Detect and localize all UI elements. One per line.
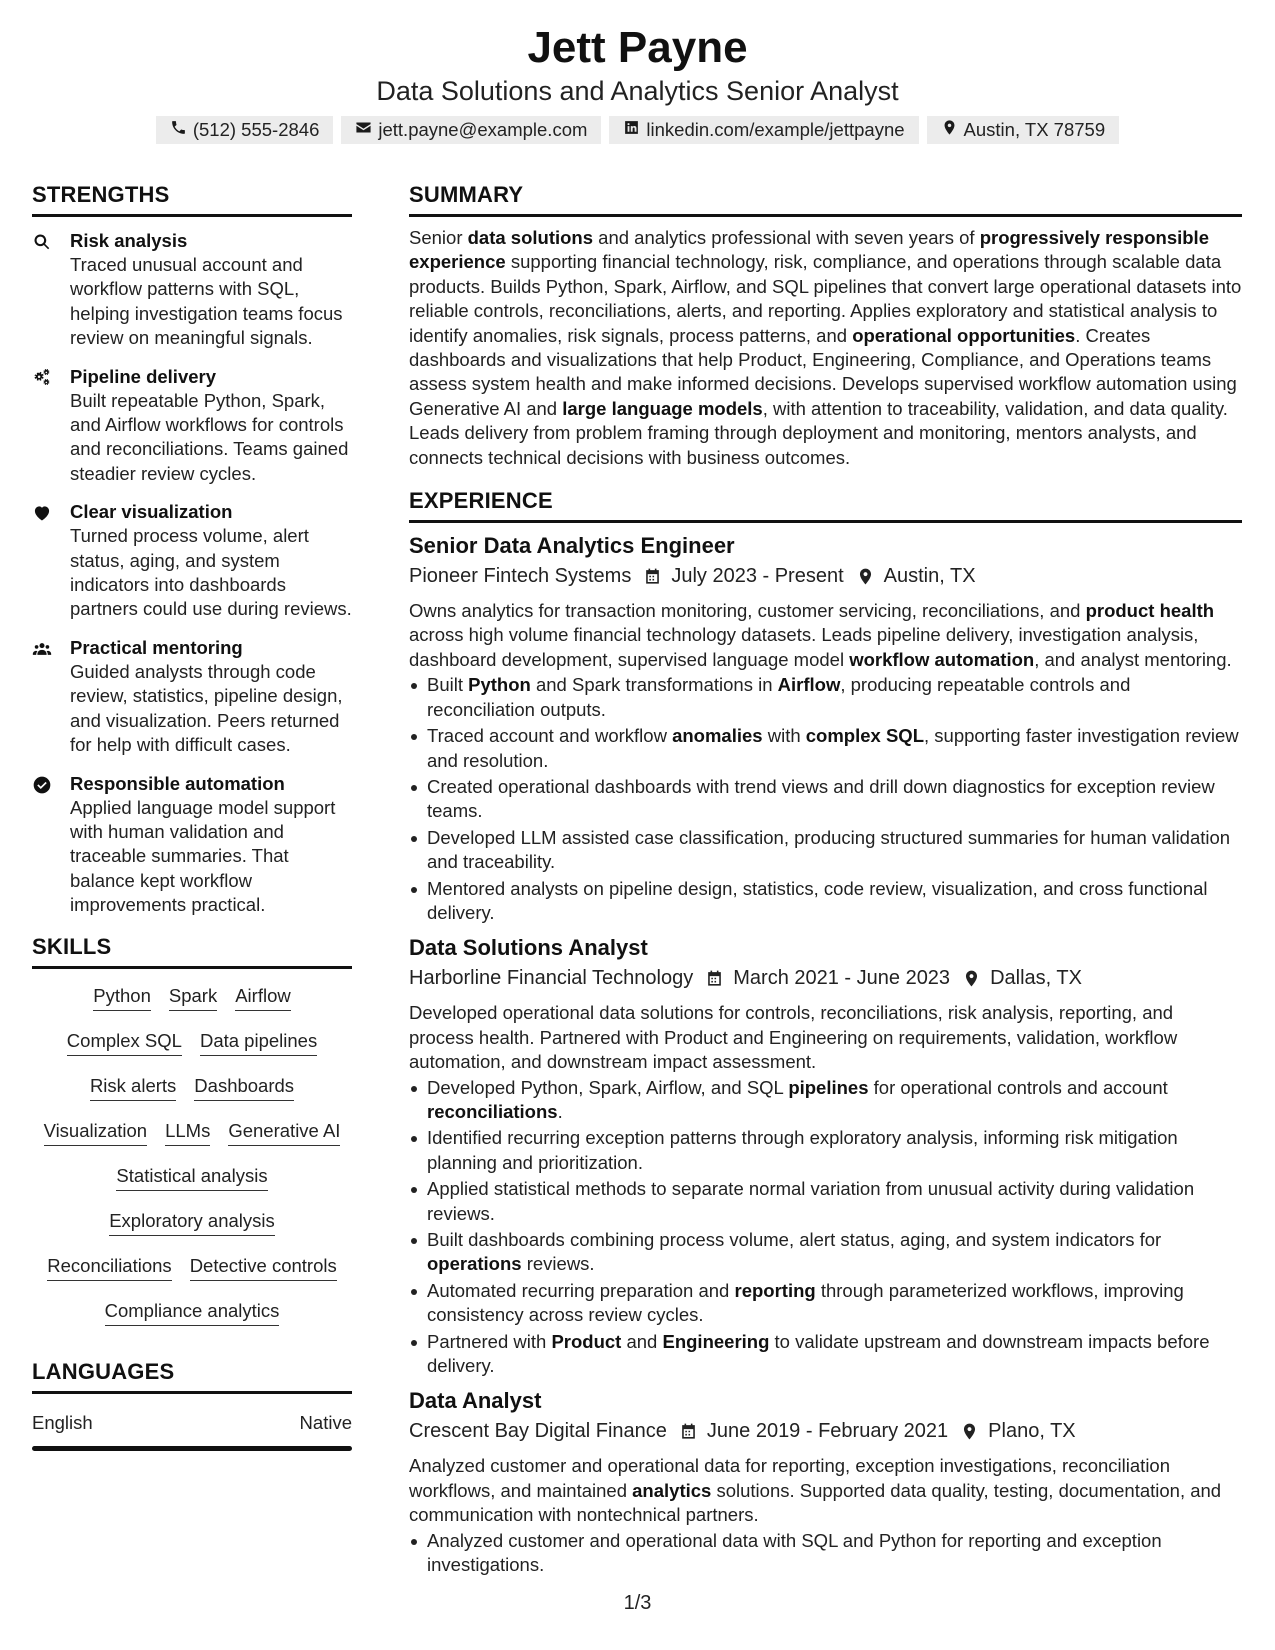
phone-text: (512) 555-2846 xyxy=(192,119,320,140)
emphasis-text: analytics xyxy=(632,1479,712,1501)
strengths-list xyxy=(32,229,352,918)
strength-item xyxy=(32,772,352,918)
job-location: Dallas, TX xyxy=(990,967,1082,990)
job-dates: June 2019 - February 2021 xyxy=(706,1420,949,1443)
candidate-name: Jett Payne xyxy=(527,23,748,72)
job-bullets xyxy=(409,1529,1242,1578)
emphasis-text: data solutions xyxy=(467,227,594,248)
strength-item xyxy=(32,500,352,622)
contact-location xyxy=(927,116,1120,144)
job-title: Data Solutions Analyst xyxy=(409,935,648,961)
users-icon xyxy=(32,636,70,758)
emphasis-text: product health xyxy=(1085,600,1215,622)
linkedin-icon xyxy=(623,119,640,141)
skill-tag: Spark xyxy=(169,983,217,1011)
candidate-title: Data Solutions and Analytics Senior Analyst xyxy=(376,76,899,106)
section-heading-languages: LANGUAGES xyxy=(32,1357,352,1394)
bullet-item: Created operational dashboards with trend views and drill down diagnostics for exception review teams. xyxy=(409,775,1242,824)
job-entry xyxy=(409,933,1242,1378)
strength-description: Guided analysts through code review, statistics, pipeline design, and visualization. Peers returned for help with difficult cases. xyxy=(70,660,343,756)
bullet-item: Built dashboards combining process volume, alert status, aging, and system indicators for operations reviews. xyxy=(409,1228,1242,1277)
skill-tag: Exploratory analysis xyxy=(109,1208,275,1236)
strength-title: Pipeline delivery xyxy=(70,365,217,387)
skill-tag: Data pipelines xyxy=(200,1028,317,1056)
job-company: Pioneer Fintech Systems xyxy=(409,565,632,588)
emphasis-text: workflow automation xyxy=(849,648,1035,670)
skill-row xyxy=(32,1118,352,1163)
heart-icon xyxy=(32,500,70,622)
skill-tag: LLMs xyxy=(165,1118,210,1146)
emphasis-text: Product xyxy=(551,1330,622,1352)
skill-row xyxy=(32,1208,352,1253)
languages-list xyxy=(32,1412,352,1451)
left-column xyxy=(32,180,352,1451)
skill-tag: Complex SQL xyxy=(67,1028,182,1056)
job-location: Plano, TX xyxy=(988,1420,1076,1443)
strength-item xyxy=(32,636,352,758)
skill-tag: Generative AI xyxy=(228,1118,340,1146)
location-icon xyxy=(960,1422,979,1441)
check-circle-icon xyxy=(32,772,70,918)
job-bullets xyxy=(409,673,1242,925)
strength-title: Responsible automation xyxy=(70,772,285,794)
emphasis-text: operational opportunities xyxy=(852,324,1076,346)
contact-bar xyxy=(0,116,1275,144)
section-heading-skills: SKILLS xyxy=(32,932,352,969)
strength-item xyxy=(32,229,352,351)
bullet-item: Built Python and Spark transformations in Airflow, producing repeatable controls and reconciliation outputs. xyxy=(409,673,1242,722)
emphasis-text: complex SQL xyxy=(805,725,924,747)
skill-tag: Dashboards xyxy=(194,1073,294,1101)
language-row xyxy=(32,1412,352,1434)
skill-tag: Airflow xyxy=(235,983,291,1011)
strength-description: Built repeatable Python, Spark, and Airflow workflows for controls and reconciliations. Teams gained steadier review cycles. xyxy=(70,389,349,484)
phone-icon xyxy=(170,119,187,141)
job-title: Data Analyst xyxy=(409,1388,542,1414)
job-description: Owns analytics for transaction monitoring, customer servicing, reconciliations, and product health across high volume financial technology datasets. Leads pipeline delivery, investigation analysis, dashboard development, supervised language model workflow automation, and analyst mentoring. xyxy=(409,600,1232,670)
email-text: jett.payne@example.com xyxy=(378,119,588,140)
skill-tag: Reconciliations xyxy=(47,1253,171,1281)
job-meta xyxy=(409,963,1242,993)
location-icon xyxy=(941,119,958,141)
bullet-item: Partnered with Product and Engineering to validate upstream and downstream impacts before delivery. xyxy=(409,1330,1242,1379)
job-location: Austin, TX xyxy=(883,565,976,588)
bullet-item: Applied statistical methods to separate normal variation from unusual activity during validation reviews. xyxy=(409,1177,1242,1226)
skill-tag: Compliance analytics xyxy=(105,1298,280,1326)
contact-email[interactable] xyxy=(341,116,601,144)
skill-tag: Detective controls xyxy=(190,1253,337,1281)
location-icon xyxy=(856,567,875,586)
strength-title: Risk analysis xyxy=(70,230,188,251)
job-description: Analyzed customer and operational data for reporting, exception investigations, reconciliation workflows, and maintained analytics solutions. Supported data quality, testing, documentation, and communication with nontechnical partners. xyxy=(409,1455,1222,1526)
contact-linkedin[interactable] xyxy=(609,116,918,144)
language-name: English xyxy=(32,1411,93,1433)
language-proficiency-bar xyxy=(32,1446,352,1451)
bullet-item: Developed LLM assisted case classification, producing structured summaries for human validation and traceability. xyxy=(409,826,1242,875)
search-icon xyxy=(32,229,70,351)
emphasis-text: reporting xyxy=(734,1279,816,1301)
strength-item xyxy=(32,365,352,487)
skill-row xyxy=(32,983,352,1028)
skill-row xyxy=(32,1028,352,1073)
email-icon xyxy=(355,119,372,141)
job-meta xyxy=(409,561,1242,591)
strength-description: Traced unusual account and workflow patterns with SQL, helping investigation teams focus review on meaningful signals. xyxy=(70,254,343,349)
job-company: Crescent Bay Digital Finance xyxy=(409,1420,667,1443)
emphasis-text: Python xyxy=(468,674,531,696)
job-bullets xyxy=(409,1076,1242,1379)
job-dates: March 2021 - June 2023 xyxy=(733,967,951,990)
skill-tag: Visualization xyxy=(44,1118,148,1146)
emphasis-text: Engineering xyxy=(662,1330,770,1352)
job-entry xyxy=(409,531,1242,925)
skill-tag: Risk alerts xyxy=(90,1073,176,1101)
emphasis-text: large language models xyxy=(562,397,763,419)
skill-tag: Python xyxy=(93,983,151,1011)
strength-title: Practical mentoring xyxy=(70,636,243,658)
bullet-item: Developed Python, Spark, Airflow, and SQL pipelines for operational controls and account reconciliations. xyxy=(409,1076,1242,1125)
skill-row xyxy=(32,1298,352,1343)
page-number: 1/3 xyxy=(623,1592,652,1614)
section-heading-experience: EXPERIENCE xyxy=(409,486,1242,523)
job-dates: July 2023 - Present xyxy=(671,565,844,588)
gears-icon xyxy=(32,365,70,487)
location-icon xyxy=(962,969,981,988)
emphasis-text: anomalies xyxy=(672,725,763,747)
strength-title: Clear visualization xyxy=(70,501,233,523)
skill-row xyxy=(32,1163,352,1208)
job-title: Senior Data Analytics Engineer xyxy=(409,533,735,559)
emphasis-text: progressively responsible experience xyxy=(409,227,1209,273)
language-level: Native xyxy=(299,1411,352,1433)
strength-description: Turned process volume, alert status, aging, and system indicators into dashboards partners could use during reviews. xyxy=(70,525,352,620)
calendar-icon xyxy=(705,969,724,988)
bullet-item: Automated recurring preparation and reporting through parameterized workflows, improving consistency across review cycles. xyxy=(409,1279,1242,1328)
bullet-item: Traced account and workflow anomalies with complex SQL, supporting faster investigation review and resolution. xyxy=(409,724,1242,773)
job-description: Developed operational data solutions for controls, reconciliations, risk analysis, reporting, and process health. Partnered with Product and Engineering on requirements, validation, workflow automation, and downstream impact assessment. xyxy=(409,1002,1178,1073)
emphasis-text: Airflow xyxy=(777,674,841,696)
emphasis-text: reconciliations xyxy=(427,1100,558,1122)
skill-row xyxy=(32,1253,352,1298)
job-entry xyxy=(409,1386,1242,1577)
contact-phone[interactable] xyxy=(156,116,334,144)
bullet-item: Identified recurring exception patterns through exploratory analysis, informing risk mitigation planning and prioritization. xyxy=(409,1126,1242,1175)
calendar-icon xyxy=(679,1422,698,1441)
right-column xyxy=(409,180,1242,1579)
emphasis-text: operations xyxy=(427,1253,522,1275)
section-heading-strengths: STRENGTHS xyxy=(32,180,352,217)
skill-tag: Statistical analysis xyxy=(116,1163,267,1191)
job-meta xyxy=(409,1416,1242,1446)
skill-row xyxy=(32,1073,352,1118)
section-heading-summary: SUMMARY xyxy=(409,180,1242,217)
summary-text: Senior data solutions and analytics professional with seven years of progressively responsible experience supporting financial technology, risk, compliance, and operations through scalable data products. Builds Python, Spark, Airflow, and SQL pipelines that convert large operational datasets into reliable controls, reconciliations, alerts, and reporting. Applies exploratory and statistical analysis to identify anomalies, risk signals, process patterns, and operational opportunities. Creates dashboards and visualizations that help Product, Engineering, Compliance, and Operations teams assess system health and make informed decisions. Develops supervised workflow automation using Generative AI and large language models, with attention to traceability, validation, and data quality. Leads delivery from problem framing through deployment and monitoring, mentors analysts, and connects technical decisions with business outcomes. xyxy=(409,227,1242,468)
bullet-item: Mentored analysts on pipeline design, statistics, code review, visualization, and cross functional delivery. xyxy=(409,877,1242,926)
skills-list xyxy=(32,983,352,1343)
resume-header xyxy=(0,22,1275,144)
strength-description: Applied language model support with human validation and traceable summaries. That balance kept workflow improvements practical. xyxy=(70,796,336,916)
bullet-item: Analyzed customer and operational data with SQL and Python for reporting and exception investigations. xyxy=(409,1529,1242,1578)
job-company: Harborline Financial Technology xyxy=(409,967,694,990)
linkedin-text: linkedin.com/example/jettpayne xyxy=(646,119,905,140)
calendar-icon xyxy=(643,567,662,586)
emphasis-text: pipelines xyxy=(788,1076,869,1098)
location-text: Austin, TX 78759 xyxy=(963,119,1106,140)
